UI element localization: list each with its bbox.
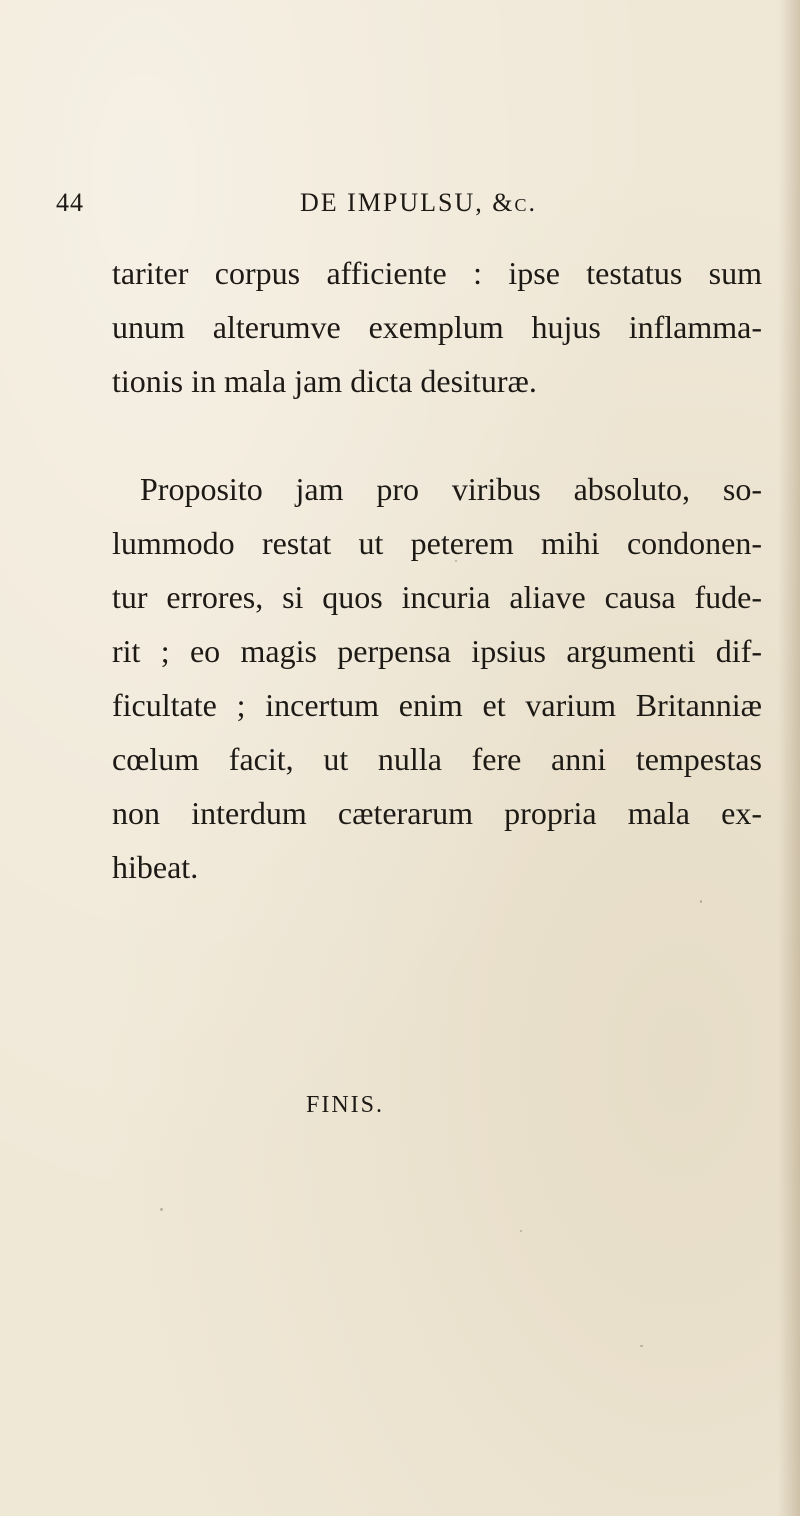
finis-label: FINIS. <box>306 1092 385 1118</box>
paragraph-gap <box>112 408 762 462</box>
paper-speck <box>455 560 457 562</box>
paper-speck <box>520 1230 522 1232</box>
text-line: tur errores, si quos incuria aliave causa fude- <box>112 579 762 615</box>
paper-speck <box>640 1345 643 1347</box>
paper-speck <box>160 1208 163 1211</box>
text-line: rit ; eo magis perpensa ipsius argumenti dif- <box>112 633 762 669</box>
text-line: lummodo restat ut peterem mihi condonen- <box>112 525 762 561</box>
page-header <box>56 188 746 228</box>
page-edge-shadow <box>778 0 800 1516</box>
page-number: 44 <box>56 188 84 217</box>
paper-speck <box>700 900 702 903</box>
text-line: tariter corpus afficiente : ipse testatus sum <box>112 255 762 291</box>
text-line: tionis in mala jam dicta desituræ. <box>112 363 537 399</box>
text-line: hibeat. <box>112 849 199 885</box>
text-line: non interdum cæterarum propria mala ex- <box>112 795 762 831</box>
text-line: cœlum facit, ut nulla fere anni tempestas <box>112 741 762 777</box>
body-text <box>112 246 762 894</box>
text-line: ficultate ; incertum enim et varium Britanniæ <box>112 687 762 723</box>
paragraph-1 <box>112 246 762 408</box>
running-title: DE IMPULSU, &c. <box>300 188 538 217</box>
text-line: unum alterumve exemplum hujus inflamma- <box>112 309 762 345</box>
text-line: Proposito jam pro viribus absoluto, so- <box>140 471 762 507</box>
paragraph-2 <box>112 462 762 894</box>
